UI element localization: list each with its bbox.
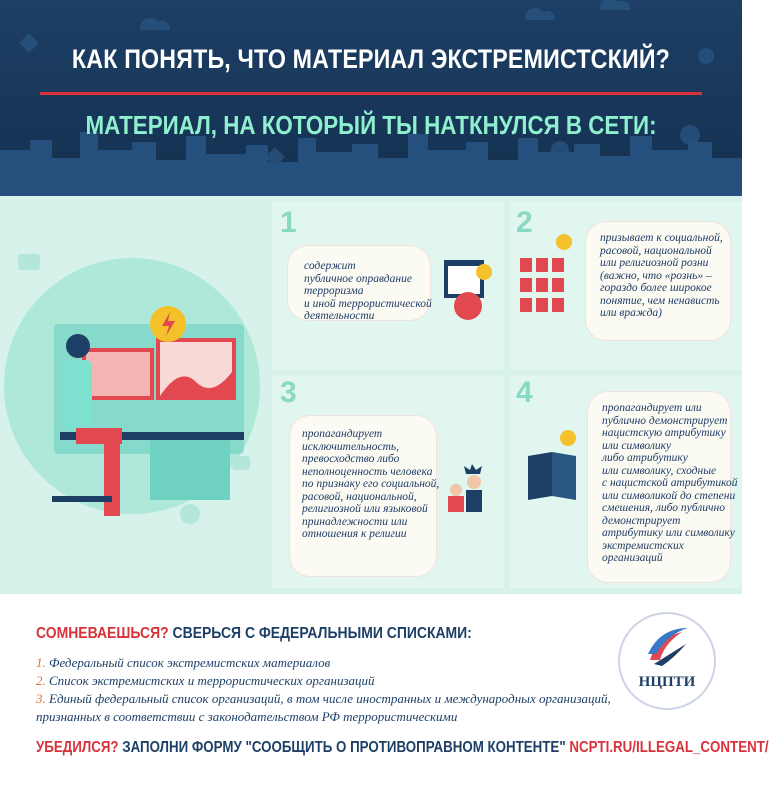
satellite-icon	[19, 33, 39, 53]
twitter-icon	[180, 504, 200, 524]
report-line: УБЕДИЛСЯ? ЗАПОЛНИ ФОРМУ "СООБЩИТЬ О ПРОТИВОПРАВНОМ КОНТЕНТЕ" NCPTI.RU/ILLEGAL_CONTENT/	[36, 739, 769, 756]
browser-bomb-icon	[442, 256, 498, 328]
list-item[interactable]: 2. Список экстремистских и террористических организаций	[36, 673, 375, 688]
page-title: КАК ПОНЯТЬ, ЧТО МАТЕРИАЛ ЭКСТРЕМИСТСКИЙ?	[71, 44, 671, 74]
list-item[interactable]: 1. Федеральный список экстремистских материалов	[36, 655, 331, 670]
cloud-icon	[140, 18, 170, 30]
criterion-card-4	[510, 376, 742, 588]
page-subtitle: МАТЕРИАЛ, НА КОТОРЫЙ ТЫ НАТКНУЛСЯ В СЕТИ:	[85, 110, 657, 140]
criterion-number: 2	[516, 206, 533, 239]
warning-icon	[150, 306, 186, 342]
criterion-text: призывает к социальной, расовой, национальной или религиозной розни (важно, что «рознь» – гораздо более широкое понятие, чем ненависть или вражда)	[600, 232, 723, 319]
title-divider	[40, 92, 702, 95]
mail-icon	[232, 456, 250, 470]
ncpti-logo	[618, 612, 716, 710]
list-item[interactable]: 3. Единый федеральный список организаций, в том числе иностранных и международных организаций,	[36, 691, 611, 706]
header-decor	[0, 0, 742, 196]
illustration	[0, 196, 262, 594]
crowd-icon	[518, 232, 578, 316]
criterion-card-1	[272, 202, 504, 370]
criterion-text: пропагандирует или публично демонстрирует нацистскую атрибутику или символику либо атрибутику или символику, сходные с нацистской атрибутикой или символикой до степени смешения, либо публично демонстрирует атрибутику или символику экстремистских организаций	[602, 402, 738, 564]
mail-icon	[18, 254, 40, 270]
criterion-card-2	[510, 202, 742, 370]
skyline	[0, 132, 742, 196]
report-link[interactable]: NCPTI.RU/ILLEGAL_CONTENT/	[569, 739, 769, 756]
logo-text: НЦПТИ	[638, 674, 696, 690]
leader-icon	[442, 460, 498, 520]
cloud-icon	[600, 0, 630, 10]
gear-icon	[698, 48, 714, 64]
header-banner	[0, 0, 742, 196]
cloud-icon	[525, 8, 555, 20]
logo-swoosh-icon	[620, 614, 714, 674]
criteria-section	[0, 196, 742, 594]
criterion-card-3	[272, 376, 504, 588]
list-item-continuation: признанных в соответствии с законодательством РФ террористическими	[36, 709, 458, 724]
book-icon	[524, 430, 584, 500]
criterion-number: 3	[280, 376, 297, 409]
criterion-number: 4	[516, 376, 533, 409]
criterion-number: 1	[280, 206, 297, 239]
doubt-heading: СОМНЕВАЕШЬСЯ? СВЕРЬСЯ С ФЕДЕРАЛЬНЫМИ СПИСКАМИ:	[36, 625, 472, 642]
criterion-text: пропагандирует исключительность, превосходство либо неполноценность человека по признаку его социальной, расовой, национальной, религиозной или языковой принадлежности или отношения к религии	[302, 428, 440, 540]
criterion-text: содержит публичное оправдание терроризма и иной террористической деятельности	[304, 260, 432, 322]
